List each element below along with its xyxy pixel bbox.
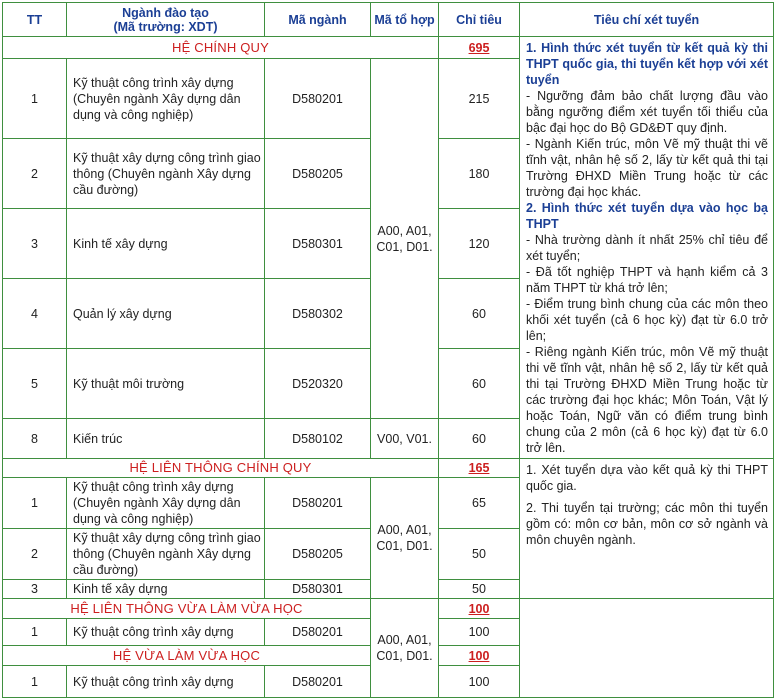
row-tt: 1: [3, 619, 67, 646]
row-quota: 50: [439, 529, 520, 580]
row-code: D580201: [265, 59, 371, 139]
row-quota: 100: [439, 666, 520, 698]
header-quota: Chỉ tiêu: [439, 3, 520, 37]
header-tt: TT: [3, 3, 67, 37]
criteria-item: - Ngưỡng đảm bảo chất lượng đầu vào bằng ngưỡng điểm xét tuyển tối thiểu của bậc đại học do Bộ GD&ĐT quy định.: [526, 89, 768, 135]
row-program: Kỹ thuật công trình xây dựng: [67, 619, 265, 646]
criteria-item: 2. Thi tuyển tại trường; các môn thi tuyển gồm có: môn cơ bản, môn cơ sở ngành và môn chuyên ngành.: [526, 501, 768, 547]
row-tt: 1: [3, 666, 67, 698]
row-program: Kỹ thuật xây dựng công trình giao thông (Chuyên ngành Xây dựng cầu đường): [67, 529, 265, 580]
row-program: Kiến trúc: [67, 419, 265, 459]
row-code: D580201: [265, 666, 371, 698]
row-code: D580301: [265, 580, 371, 599]
criteria-item: - Ngành Kiến trúc, môn Vẽ mỹ thuật thi vẽ tĩnh vật, nhân hệ số 2, lấy từ kết quả thi tại Trường ĐHXD Miền Trung hoặc từ các trường đại học khác.: [526, 137, 768, 199]
row-program: Kỹ thuật công trình xây dựng (Chuyên ngành Xây dựng dân dụng và công nghiệp): [67, 478, 265, 529]
row-combo: V00, V01.: [371, 419, 439, 459]
row-quota: 60: [439, 419, 520, 459]
admission-table: [2, 2, 774, 698]
row-code: D580205: [265, 139, 371, 209]
row-tt: 2: [3, 139, 67, 209]
section-title: HỆ LIÊN THÔNG CHÍNH QUY: [3, 459, 439, 478]
row-tt: 3: [3, 209, 67, 279]
row-tt: 8: [3, 419, 67, 459]
criteria-cell-lien-thong: [520, 459, 774, 599]
row-code: D520320: [265, 349, 371, 419]
row-code: D580301: [265, 209, 371, 279]
row-tt: 1: [3, 59, 67, 139]
section-row-chinh-quy: [3, 37, 774, 59]
row-quota: 65: [439, 478, 520, 529]
header-combo: Mã tổ hợp: [371, 3, 439, 37]
row-program: Kỹ thuật công trình xây dựng: [67, 666, 265, 698]
criteria-cell-chinh-quy: [520, 37, 774, 459]
criteria-item: - Đã tốt nghiệp THPT và hạnh kiểm cả 3 năm THPT từ khá trở lên;: [526, 265, 768, 295]
row-combo: A00, A01, C01, D01.: [371, 478, 439, 599]
row-combo: A00, A01, C01, D01.: [371, 599, 439, 698]
header-code: Mã ngành: [265, 3, 371, 37]
criteria-item: - Riêng ngành Kiến trúc, môn Vẽ mỹ thuật thi vẽ tĩnh vật, nhân hệ số 2, lấy từ kết quả thi tại Trường ĐHXD Miền Trung hoặc từ các trường đại học khác; Môn Toán, Vật lý hoặc Toán, Ngữ văn có điểm trung bình chung của 2 môn (cả 6 học kỳ) đạt từ 6.0 trở lên.: [526, 345, 768, 455]
row-program: Quản lý xây dựng: [67, 279, 265, 349]
row-combo: A00, A01, C01, D01.: [371, 59, 439, 419]
row-quota: 180: [439, 139, 520, 209]
criteria-heading: 2. Hình thức xét tuyển dựa vào học bạ THPT: [526, 201, 768, 231]
header-program: [67, 3, 265, 37]
row-quota: 215: [439, 59, 520, 139]
criteria-item: - Điểm trung bình chung của các môn theo khối xét tuyển (cả 6 học kỳ) đạt từ 6.0 trở lên;: [526, 297, 768, 343]
row-tt: 4: [3, 279, 67, 349]
row-tt: 1: [3, 478, 67, 529]
row-tt: 5: [3, 349, 67, 419]
section-title: HỆ VỪA LÀM VỪA HỌC: [3, 646, 371, 666]
row-program: Kỹ thuật môi trường: [67, 349, 265, 419]
row-program: Kỹ thuật xây dựng công trình giao thông (Chuyên ngành Xây dựng cầu đường): [67, 139, 265, 209]
header-row: [3, 3, 774, 37]
header-criteria: Tiêu chí xét tuyển: [520, 3, 774, 37]
row-program: Kỹ thuật công trình xây dựng (Chuyên ngành Xây dựng dân dụng và công nghiệp): [67, 59, 265, 139]
row-quota: 100: [439, 619, 520, 646]
section-row-lt-vlvh: [3, 599, 774, 619]
criteria-cell-empty: [520, 599, 774, 698]
section-total: 100: [439, 646, 520, 666]
row-program: Kinh tế xây dựng: [67, 209, 265, 279]
row-quota: 50: [439, 580, 520, 599]
row-code: D580302: [265, 279, 371, 349]
section-title: HỆ CHÍNH QUY: [3, 37, 439, 59]
row-quota: 60: [439, 279, 520, 349]
row-quota: 60: [439, 349, 520, 419]
row-tt: 2: [3, 529, 67, 580]
criteria-item: - Nhà trường dành ít nhất 25% chỉ tiêu để xét tuyển;: [526, 233, 768, 263]
header-program-sub: (Mã trường: XDT): [113, 19, 218, 34]
section-total: 695: [439, 37, 520, 59]
criteria-heading: 1. Hình thức xét tuyển từ kết quả kỳ thi THPT quốc gia, thi tuyển kết hợp với xét tuyển: [526, 41, 768, 87]
criteria-item: 1. Xét tuyển dựa vào kết quả kỳ thi THPT quốc gia.: [526, 463, 768, 493]
section-title: HỆ LIÊN THÔNG VỪA LÀM VỪA HỌC: [3, 599, 371, 619]
header-program-label: Ngành đào tạo: [122, 5, 209, 20]
row-code: D580102: [265, 419, 371, 459]
row-tt: 3: [3, 580, 67, 599]
row-code: D580201: [265, 619, 371, 646]
section-row-lien-thong: [3, 459, 774, 478]
row-code: D580201: [265, 478, 371, 529]
row-code: D580205: [265, 529, 371, 580]
section-total: 165: [439, 459, 520, 478]
row-program: Kinh tế xây dựng: [67, 580, 265, 599]
section-total: 100: [439, 599, 520, 619]
row-quota: 120: [439, 209, 520, 279]
